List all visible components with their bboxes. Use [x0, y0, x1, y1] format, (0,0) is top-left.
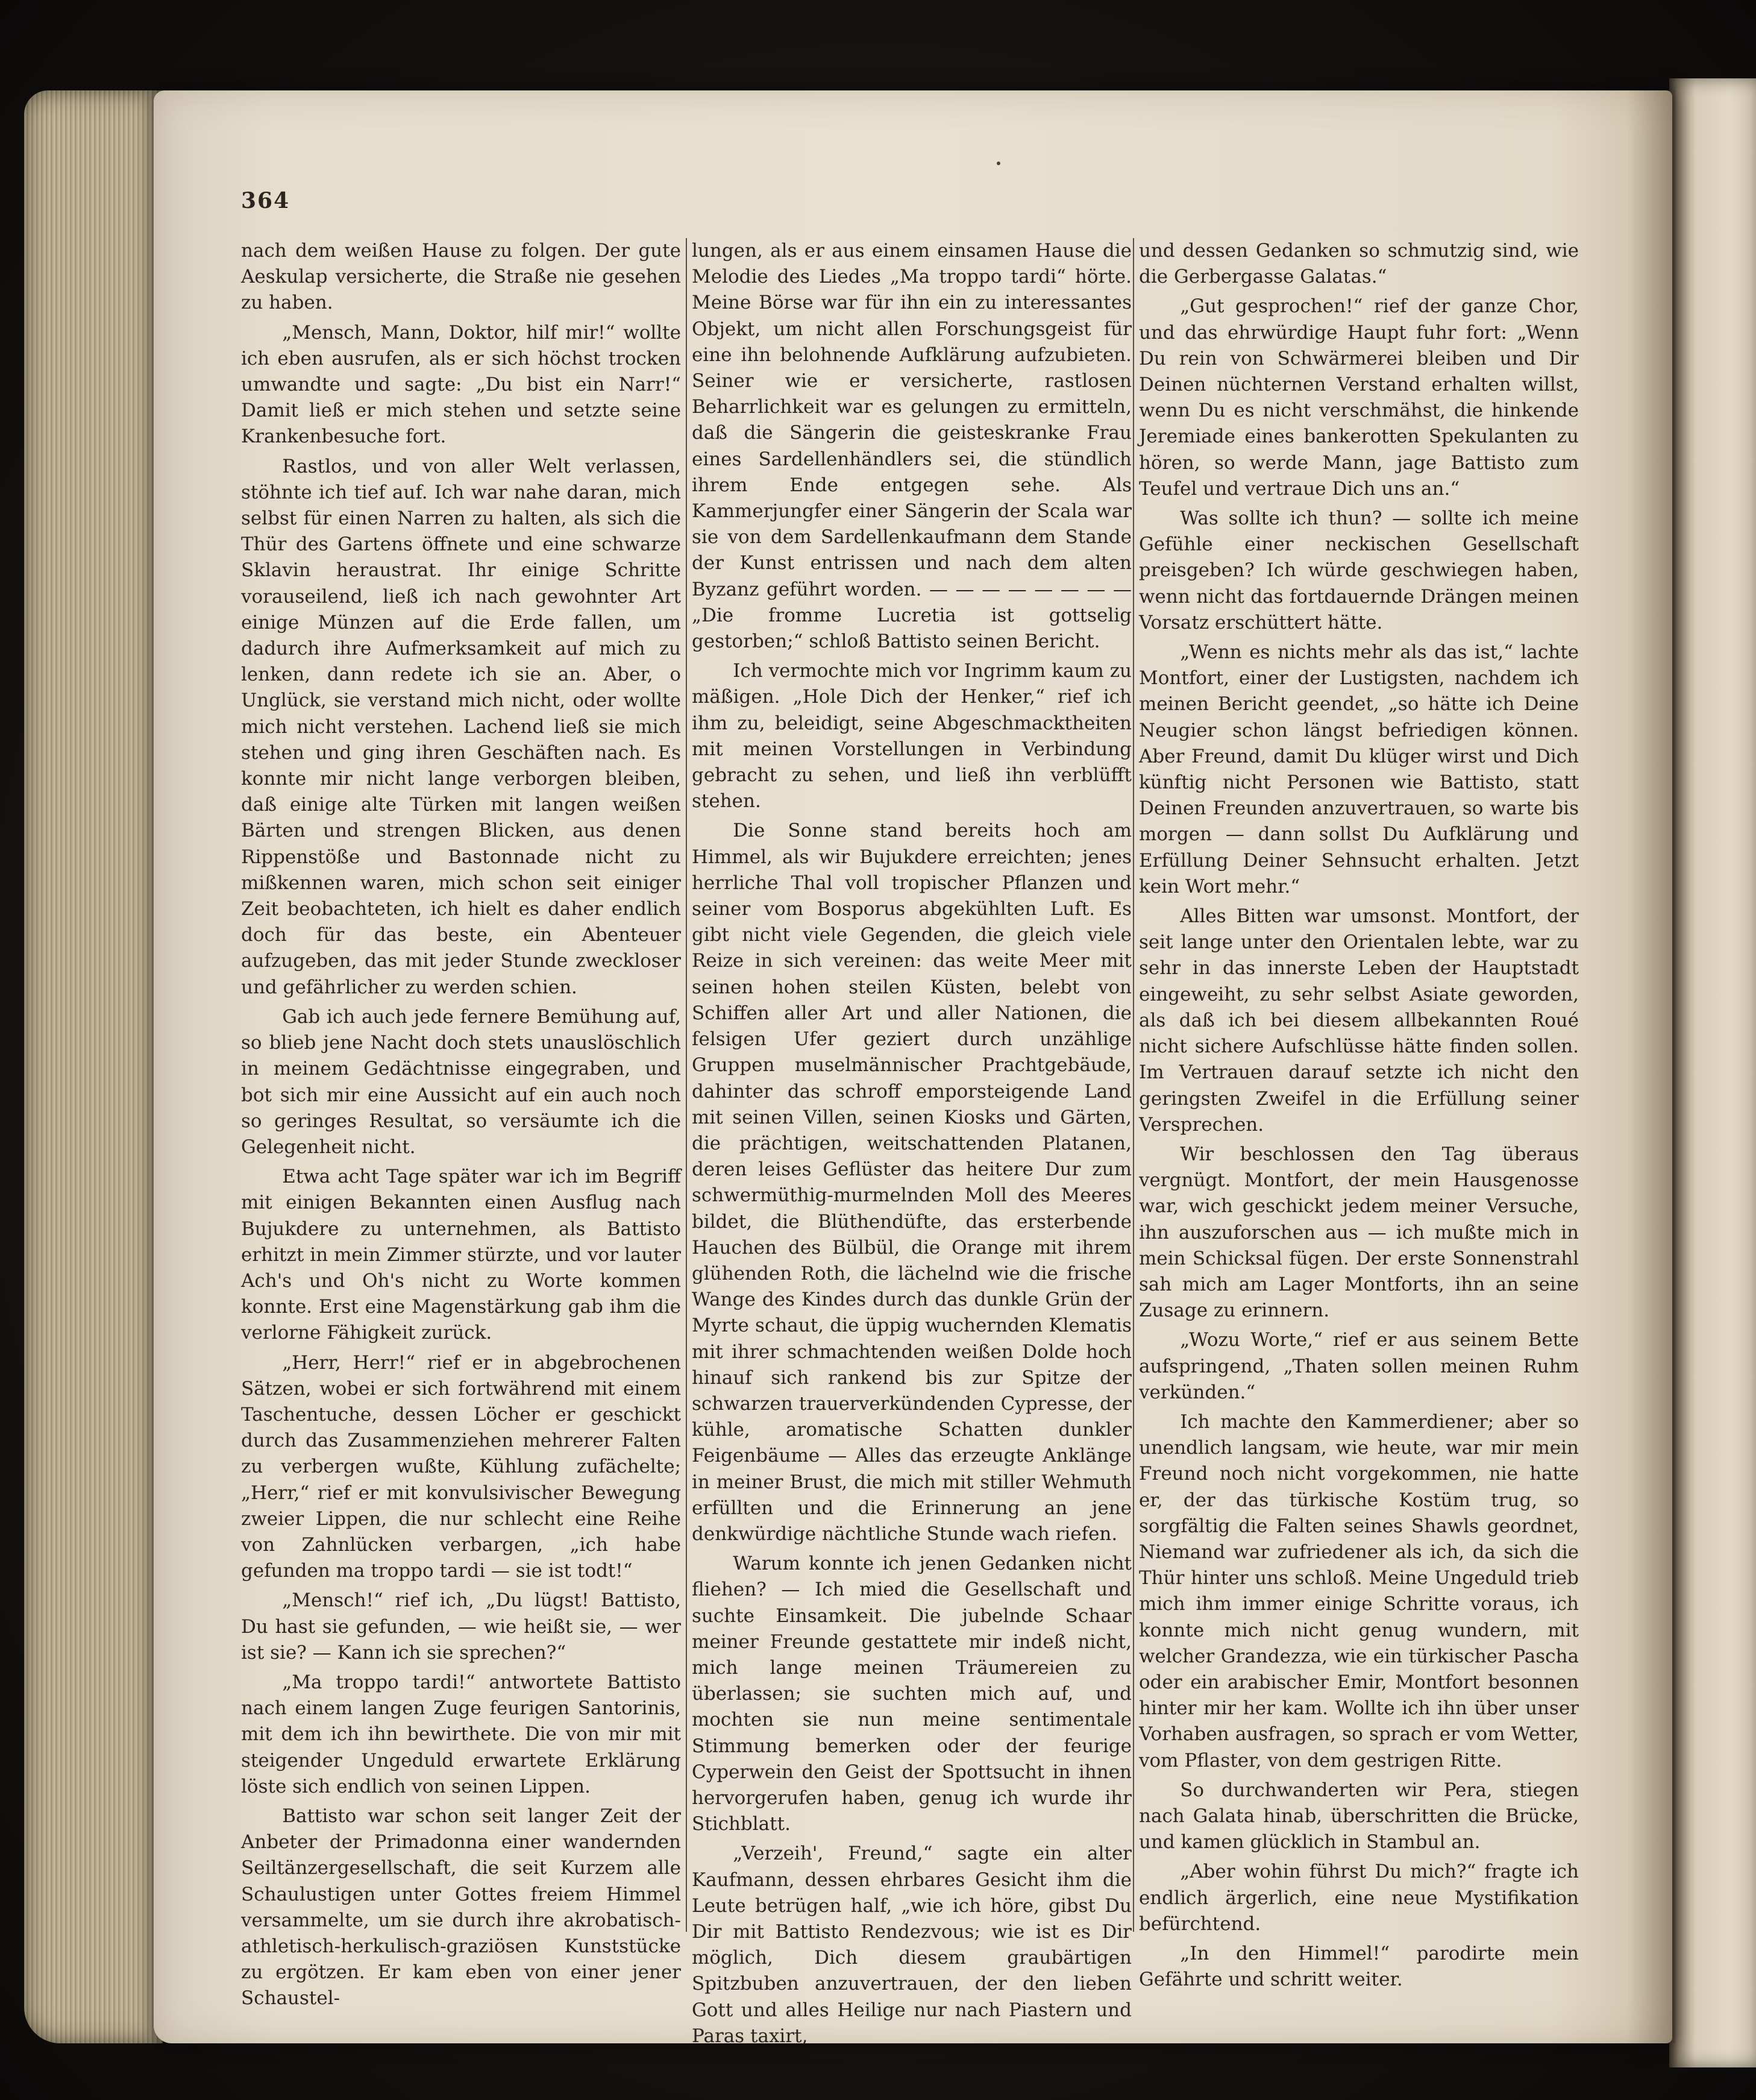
column-rule — [1133, 238, 1134, 1932]
paragraph: Gab ich auch jede fernere Bemühung auf, so blieb jene Nacht doch stets unauslöschlich in meinem Gedächtnisse eingegraben, und bot sich mir eine Aussicht auf ein auch noch so geringes Resultat, so versäumte ich die Gelegenheit nicht. — [241, 1005, 681, 1158]
paragraph: „Mensch, Mann, Doktor, hilf mir!“ wollte ich eben ausrufen, als er sich höchst trocken umwandte und sagte: „Du bist ein Narr!“ Damit ließ er mich stehen und setzte seine Krankenbesuche fort. — [241, 321, 681, 448]
facing-page-edge — [1669, 78, 1756, 2067]
text-column-2 — [692, 238, 1132, 2053]
text-column-1 — [241, 238, 681, 2016]
paragraph: „Mensch!“ rief ich, „Du lügst! Battisto, Du hast sie gefunden, — wie heißt sie, — wer ist sie? — Kann ich sie sprechen?“ — [241, 1589, 681, 1664]
paragraph: Alles Bitten war umsonst. Montfort, der seit lange unter den Orientalen lebte, war zu sehr in das innerste Leben der Hauptstadt eingeweiht, zu sehr selbst Asiate geworden, als daß ich bei diesem allbekannten Roué nicht sichere Aufschlüsse hätte finden sollen. Im Vertrauen darauf setzte ich nicht den geringsten Zweifel in die Erfüllung seiner Versprechen. — [1139, 905, 1579, 1136]
page-number: 364 — [241, 188, 290, 213]
paragraph: „In den Himmel!“ parodirte mein Gefährte und schritt weiter. — [1139, 1943, 1579, 1991]
paragraph: Was sollte ich thun? — sollte ich meine Gefühle einer neckischen Gesellschaft preisgeben? Ich würde geschwiegen haben, wenn nicht das fortdauernde Drängen meinen Vorsatz erschüttert hätte. — [1139, 508, 1579, 633]
paragraph: „Ma troppo tardi!“ antwortete Battisto nach einem langen Zuge feurigen Santorinis, mit dem ich ihn bewirthete. Die von mir mit steigender Ungeduld erwartete Erklärung löste sich endlich von seinen Lippen. — [241, 1671, 681, 1797]
paragraph: lungen, als er aus einem einsamen Hause die Melodie des Liedes „Ma troppo tardi“ hörte. Meine Börse war für ihn ein zu interessantes Objekt, um nicht allen Forschungsgeist für eine ihn belohnende Aufklärung aufzubieten. Seiner wie er versicherte, rastlosen Beharrlichkeit war es gelungen zu ermitteln, daß die Sängerin die geisteskranke Frau eines Sardellenhändlers sei, die stündlich ihrem Ende entgegen sehe. Als Kammerjungfer einer Sängerin der Scala war sie von dem Sardellenkaufmann dem Stande der Kunst entrissen und nach dem alten Byzanz geführt worden. — — — — — — — — „Die fromme Lucretia ist gottselig gestorben;“ schloß Battisto seinen Bericht. — [692, 240, 1132, 653]
paragraph: und dessen Gedanken so schmutzig sind, wie die Gerbergasse Galatas.“ — [1139, 240, 1579, 288]
paragraph: „Herr, Herr!“ rief er in abgebrochenen Sätzen, wobei er sich fortwährend mit einem Taschentuche, dessen Löcher er geschickt durch das Zusammenziehen mehrerer Falten zu verbergen wußte, Kühlung zufächelte; „Herr,“ rief er mit konvulsivischer Bewegung zweier Lippen, die nur schlecht eine Reihe von Zahnlücken verbargen, „ich habe gefunden ma troppo tardi — sie ist todt!“ — [241, 1351, 681, 1582]
column-rule — [686, 238, 687, 1932]
text-column-3 — [1139, 238, 1579, 1996]
page-block-edge — [24, 90, 163, 2043]
printer-mark — [997, 162, 1000, 165]
paragraph: „Wenn es nichts mehr als das ist,“ lachte Montfort, einer der Lustigsten, nachdem ich meinen Bericht geendet, „so hätte ich Deine Neugier schon längst befriedigen können. Aber Freund, damit Du klüger wirst und Dich künftig nicht Personen wie Battisto, statt Deinen Freunden anzuvertrauen, so warte bis morgen — dann sollst Du Aufklärung und Erfüllung Deiner Sehnsucht erhalten. Jetzt kein Wort mehr.“ — [1139, 641, 1579, 898]
paragraph: Rastlos, und von aller Welt verlassen, stöhnte ich tief auf. Ich war nahe daran, mich selbst für einen Narren zu halten, als sich die Thür des Gartens öffnete und eine schwarze Sklavin heraustrat. Ihr einige Schritte vorauseilend, ließ ich nach gewohnter Art einige Münzen auf die Erde fallen, um dadurch ihre Aufmerksamkeit auf mich zu lenken, dann redete ich sie an. Aber, o Unglück, sie verstand mich nicht, oder wollte mich nicht verstehen. Lachend ließ sie mich stehen und ging ihren Geschäften nach. Es konnte mir nicht lange verborgen bleiben, daß einige alte Türken mit langen weißen Bärten und strengen Blicken, aus denen Rippenstöße und Bastonnade nicht zu mißkennen waren, mich schon seit einiger Zeit beobachteten, ich hielt es daher endlich doch für das beste, ein Abenteuer aufzugeben, das mit jeder Stunde zweckloser und gefährlicher zu werden schien. — [241, 455, 681, 998]
paragraph: Wir beschlossen den Tag überaus vergnügt. Montfort, der mein Hausgenosse war, wich geschickt jedem meiner Versuche, ihn auszuforschen aus — ich mußte mich in mein Schicksal fügen. Der erste Sonnenstrahl sah mich am Lager Montforts, ihn an seine Zusage zu erinnern. — [1139, 1143, 1579, 1322]
paragraph: „Wozu Worte,“ rief er aus seinem Bette aufspringend, „Thaten sollen meinen Ruhm verkünden.“ — [1139, 1329, 1579, 1403]
paragraph: Battisto war schon seit langer Zeit der Anbeter der Primadonna einer wandernden Seiltänzergesellschaft, die seit Kurzem alle Schaulustigen unter Gottes freiem Himmel versammelte, um sie durch ihre akrobatisch-athletisch-herkulisch-graziösen Kunststücke zu ergötzen. Er kam eben von einer jener Schaustel- — [241, 1805, 681, 2010]
paragraph: nach dem weißen Hause zu folgen. Der gute Aeskulap versicherte, die Straße nie gesehen zu haben. — [241, 240, 681, 314]
paragraph: „Verzeih', Freund,“ sagte ein alter Kaufmann, dessen ehrbares Gesicht ihm die Leute betrügen half, „wie ich höre, gibst Du Dir mit Battisto Rendezvous; wie ist es Dir möglich, Dich diesem graubärtigen Spitzbuben anzuvertrauen, der den lieben Gott und alles Heilige nur nach Piastern und Paras taxirt, — [692, 1843, 1132, 2047]
paragraph: Die Sonne stand bereits hoch am Himmel, als wir Bujukdere erreichten; jenes herrliche Thal voll tropischer Pflanzen und seiner vom Bosporus abgekühlten Luft. Es gibt nicht viele Gegenden, die gleich viele Reize in sich vereinen: das weite Meer mit seinen hohen steilen Küsten, belebt von Schiffen aller Art und aller Nationen, die felsigen Ufer geziert durch unzählige Gruppen muselmännischer Prachtgebäude, dahinter das schroff emporsteigende Land mit seinen Villen, seinen Kiosks und Gärten, die prächtigen, weitschattenden Platanen, deren leises Geflüster das heitere Dur zum schwermüthig-murmelnden Moll des Meeres bildet, die Blüthendüfte, das ersterbende Hauchen des Bülbül, die Orange mit ihrem glühenden Roth, die lächelnd wie die frische Wange des Kindes durch das dunkle Grün der Myrte schaut, die üppig wuchernden Klematis mit ihrer schmachtenden weißen Dolde hoch hinauf sich rankend bis zur Spitze der schwarzen trauerverkündenden Cypresse, der kühle, aromatische Schatten dunkler Feigenbäume — Alles das erzeugte Anklänge in meiner Brust, die mich mit stiller Wehmuth erfüllten und die Erinnerung an jene denkwürdige nächtliche Stunde wach riefen. — [692, 820, 1132, 1545]
paragraph: So durchwanderten wir Pera, stiegen nach Galata hinab, überschritten die Brücke, und kamen glücklich in Stambul an. — [1139, 1779, 1579, 1853]
paragraph: Etwa acht Tage später war ich im Begriff mit einigen Bekannten einen Ausflug nach Bujukdere zu unternehmen, als Battisto erhitzt in mein Zimmer stürzte, und vor lauter Ach's und Oh's nicht zu Worte kommen konnte. Erst eine Magenstärkung gab ihm die verlorne Fähigkeit zurück. — [241, 1166, 681, 1344]
gutter-shadow — [1627, 90, 1675, 2043]
paragraph: Ich machte den Kammerdiener; aber so unendlich langsam, wie heute, war mir mein Freund noch nicht vorgekommen, nie hatte er, der das türkische Kostüm trug, so sorgfältig die Falten seines Shawls geordnet, Niemand war zufriedener als ich, da sich die Thür hinter uns schloß. Meine Ungeduld trieb mich ihm immer einige Schritte voraus, ich konnte mich nicht genug wundern, mit welcher Grandezza, wie ein türkischer Pascha oder ein arabischer Emir, Montfort besonnen hinter mir her kam. Wollte ich ihn über unser Vorhaben ausfragen, so sprach er vom Wetter, vom Pflaster, von dem gestrigen Ritte. — [1139, 1410, 1579, 1771]
paragraph: „Gut gesprochen!“ rief der ganze Chor, und das ehrwürdige Haupt fuhr fort: „Wenn Du rein von Schwärmerei bleiben und Dir Deinen nüchternen Verstand erhalten willst, wenn Du es nicht verschmähst, die hinkende Jeremiade eines bankerotten Spekulanten zu hören, so werde Mann, jage Battisto zum Teufel und vertraue Dich uns an.“ — [1139, 295, 1579, 500]
paragraph: Ich vermochte mich vor Ingrimm kaum zu mäßigen. „Hole Dich der Henker,“ rief ich ihm zu, beleidigt, seine Abgeschmacktheiten mit meinen Vorstellungen in Verbindung gebracht zu sehen, und ließ ihn verblüfft stehen. — [692, 660, 1132, 813]
paragraph: Warum konnte ich jenen Gedanken nicht fliehen? — Ich mied die Gesellschaft und suchte Einsamkeit. Die jubelnde Schaar meiner Freunde gestattete mir indeß nicht, mich lange meinen Träumereien zu überlassen; sie suchten mich auf, und mochten sie nun meine sentimentale Stimmung bemerken oder der feurige Cyperwein den Geist der Spottsucht in ihnen hervorgerufen haben, genug ich wurde ihr Stichblatt. — [692, 1553, 1132, 1835]
paragraph: „Aber wohin führst Du mich?“ fragte ich endlich ärgerlich, eine neue Mystifikation befürchtend. — [1139, 1861, 1579, 1935]
